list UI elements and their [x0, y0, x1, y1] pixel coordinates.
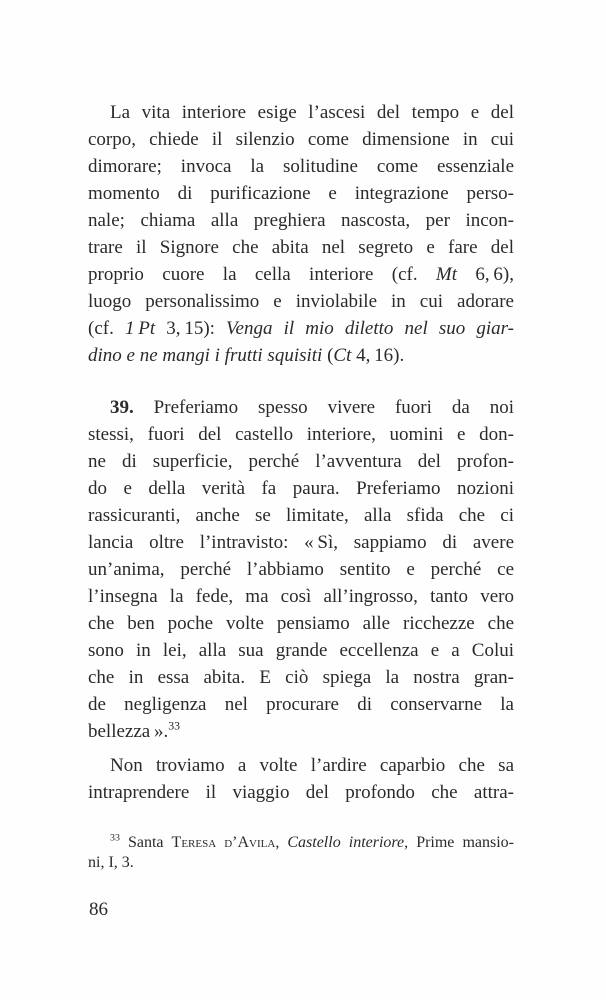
text-segment: Santa — [119, 834, 172, 851]
text-segment: dimorare; invoca la solitudine come essenziale — [88, 156, 514, 177]
text-segment: 3, 15): — [155, 318, 227, 339]
text-segment: che in essa abita. E ciò spiega la nostra gran- — [88, 667, 514, 688]
text-segment: do e della verità fa paura. Preferiamo nozioni — [88, 478, 514, 499]
italic-text: dino e ne mangi i frutti squisiti — [88, 345, 323, 366]
text-line — [88, 315, 514, 342]
text-segment: ni, I, 3. — [88, 854, 134, 871]
text-segment: de negligenza nel procurare di conservarne la — [88, 694, 514, 715]
text-line — [88, 664, 514, 691]
text-segment: La vita interiore esige l’ascesi del tempo e del — [110, 102, 514, 123]
text-segment: ( — [322, 345, 334, 366]
text-segment: che ben poche volte pensiamo alle ricchezze che — [88, 613, 514, 634]
text-line — [88, 288, 514, 315]
footnote-marker: 33 — [168, 719, 181, 733]
italic-text: Ct — [333, 345, 352, 366]
text-segment: (cf. — [88, 318, 125, 339]
text-segment: corpo, chiede il silenzio come dimensione in cui — [88, 129, 514, 150]
footnote-marker: 33 — [110, 832, 120, 844]
text-line — [88, 448, 514, 475]
text-line — [88, 779, 514, 806]
text-line — [88, 99, 514, 126]
paragraph-39 — [88, 394, 514, 745]
paragraph-non-troviamo — [88, 752, 514, 806]
text-segment: 6, 6), — [457, 264, 514, 285]
bold-text: 39. — [110, 397, 134, 418]
text-segment: sono in lei, alla sua grande eccellenza e a Colui — [88, 640, 514, 661]
text-segment: trare il Signore che abita nel segreto e fare del — [88, 237, 514, 258]
text-line — [88, 691, 514, 718]
text-line — [88, 261, 514, 288]
text-line — [88, 718, 514, 745]
text-segment: nale; chiama alla preghiera nascosta, per incon- — [88, 210, 514, 231]
text-segment: rassicuranti, anche se limitate, alla sfida che ci — [88, 505, 514, 526]
text-segment: proprio cuore la cella interiore (cf. — [88, 264, 436, 285]
text-segment: Preferiamo spesso vivere fuori da noi — [133, 397, 514, 418]
text-segment: momento di purificazione e integrazione perso- — [88, 183, 514, 204]
text-line — [88, 833, 514, 853]
page-number: 86 — [89, 899, 108, 920]
text-segment: stessi, fuori del castello interiore, uomini e don- — [88, 424, 514, 445]
text-segment: l’insegna la fede, ma così all’ingrosso, tanto vero — [88, 586, 514, 607]
text-segment: , Prime mansio- — [404, 834, 514, 851]
text-line — [88, 475, 514, 502]
text-line — [88, 556, 514, 583]
text-line — [88, 529, 514, 556]
text-line — [88, 180, 514, 207]
text-segment: intraprendere il viaggio del profondo che attra- — [88, 782, 514, 803]
footnote — [88, 833, 514, 873]
text-segment: un’anima, perché l’abbiamo sentito e perché ce — [88, 559, 514, 580]
text-segment: 4, 16). — [351, 345, 405, 366]
text-segment: ne di superficie, perché l’avventura del profon- — [88, 451, 514, 472]
italic-text: Mt — [435, 264, 458, 285]
text-segment: Non troviamo a volte l’ardire caparbio che sa — [110, 755, 514, 776]
text-line — [88, 153, 514, 180]
smallcaps-text: Teresa d’Avila — [171, 834, 276, 851]
text-line — [88, 342, 514, 369]
text-segment: bellezza ». — [88, 721, 169, 742]
text-segment: luogo personalissimo e inviolabile in cui adorare — [88, 291, 514, 312]
italic-text: 1 Pt — [124, 318, 156, 339]
body-text — [88, 99, 514, 806]
text-line — [88, 421, 514, 448]
text-line — [88, 502, 514, 529]
italic-text: Venga il mio diletto nel suo giar- — [226, 318, 514, 339]
text-line — [88, 610, 514, 637]
text-line — [88, 637, 514, 664]
text-line — [88, 207, 514, 234]
text-line — [88, 583, 514, 610]
footnote-33 — [88, 833, 514, 873]
text-line — [88, 126, 514, 153]
text-segment: lancia oltre l’intravisto: « Sì, sappiamo di avere — [88, 532, 514, 553]
text-line — [88, 752, 514, 779]
text-line — [88, 394, 514, 421]
text-line — [88, 234, 514, 261]
italic-text: Castello interiore — [287, 834, 405, 851]
text-line — [88, 853, 514, 873]
text-segment: , — [275, 834, 288, 851]
paragraph-intro — [88, 99, 514, 369]
